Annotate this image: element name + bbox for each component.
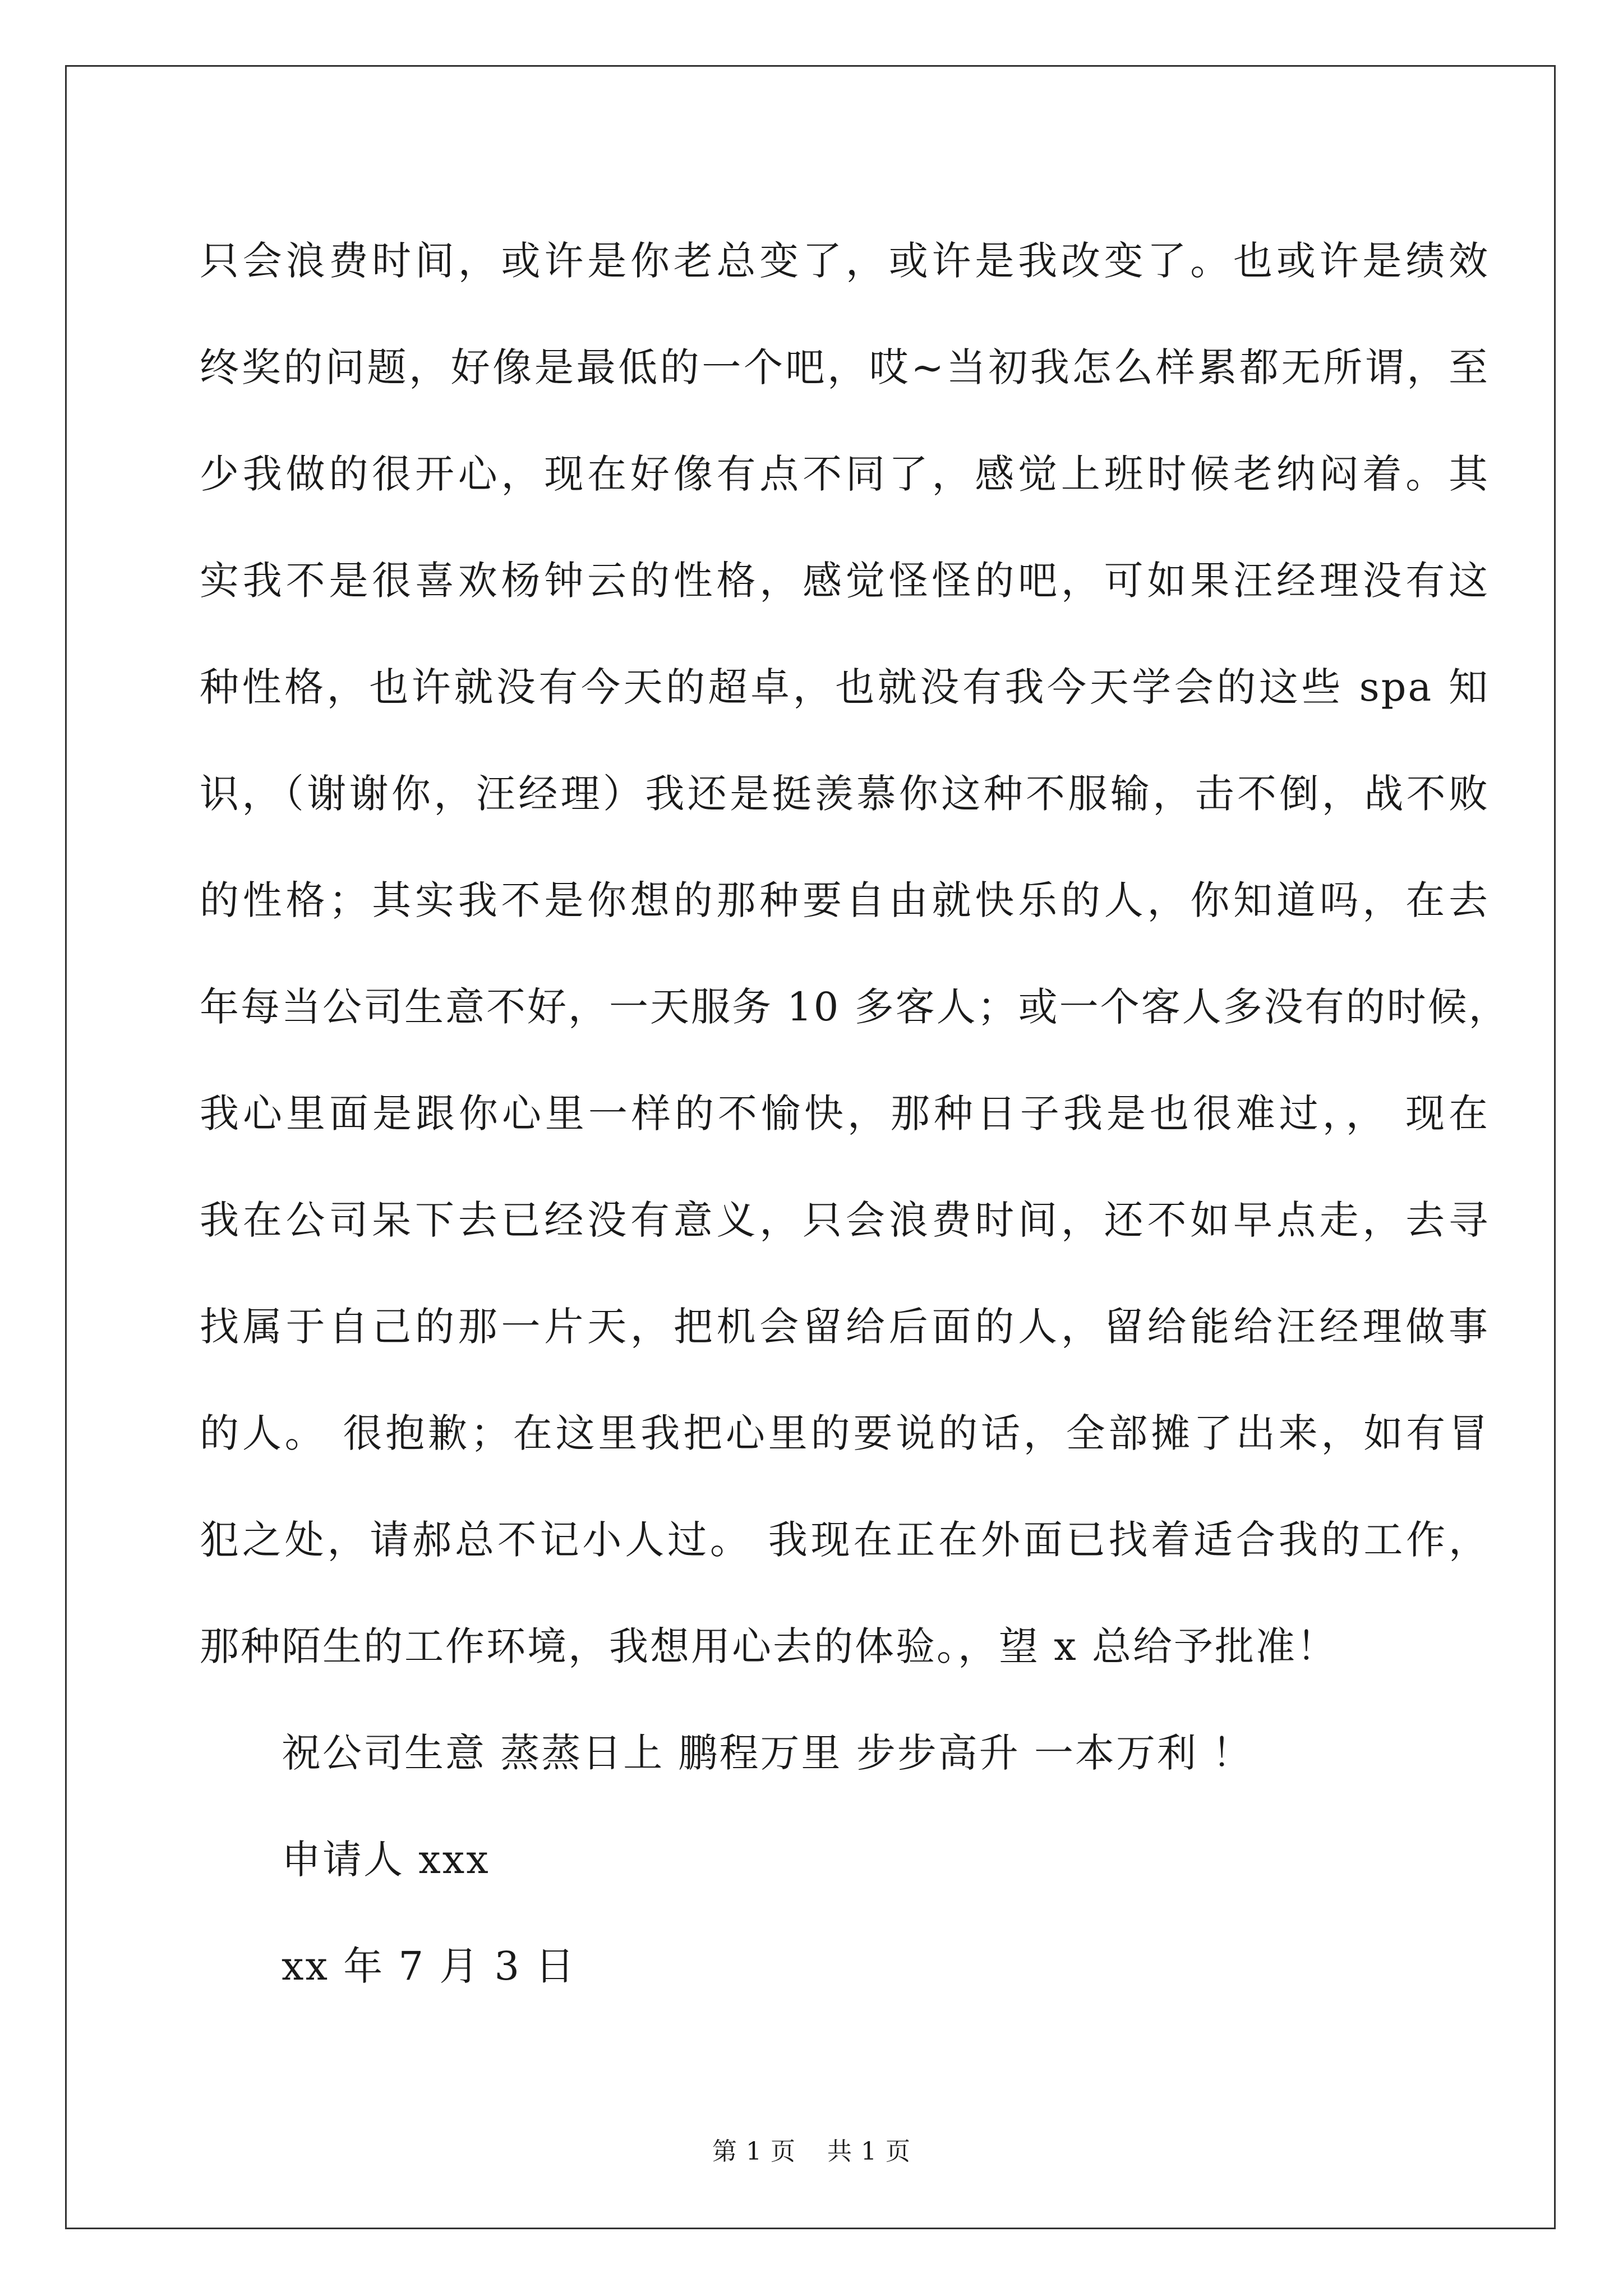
body-line: 少我做的很开心，现在好像有点不同了，感觉上班时候老纳闷着。其: [200, 451, 1490, 497]
letter-body: [200, 208, 1510, 2019]
letter-date: xx 年 7 月 3 日: [282, 1943, 577, 1989]
body-line: 终奖的问题，好像是最低的一个吧，哎~当初我怎么样累都无所谓，至: [200, 344, 1490, 390]
applicant-signature: 申请人 xxx: [282, 1837, 490, 1883]
body-line: 识，（谢谢你，汪经理）我还是挺羡慕你这种不服输，击不倒，战不败: [200, 771, 1490, 817]
body-line: 只会浪费时间，或许是你老总变了，或许是我改变了。也或许是绩效: [200, 238, 1490, 284]
page-number-total: 共 1 页: [827, 2137, 911, 2166]
body-line: 犯之处，请郝总不记小人过。 我现在正在外面已找着适合我的工作，: [200, 1517, 1490, 1563]
body-line: 我心里面是跟你心里一样的不愉快，那种日子我是也很难过，， 现在: [200, 1091, 1490, 1137]
body-line: 实我不是很喜欢杨钟云的性格，感觉怪怪的吧，可如果汪经理没有这: [200, 558, 1490, 604]
page-footer: [0, 2135, 1623, 2169]
body-line: 年每当公司生意不好，一天服务 10 多客人；或一个客人多没有的时候，: [200, 984, 1510, 1030]
page-number-current: 第 1 页: [712, 2137, 796, 2166]
body-line: 找属于自己的那一片天，把机会留给后面的人，留给能给汪经理做事: [200, 1304, 1490, 1350]
body-line-last: 那种陌生的工作环境，我想用心去的体验。，望 x 总给予批准！: [200, 1623, 1338, 1669]
closing-wishes: 祝公司生意 蒸蒸日上 鹏程万里 步步高升 一本万利 ！: [282, 1730, 1253, 1776]
body-line: 的性格；其实我不是你想的那种要自由就快乐的人，你知道吗，在去: [200, 877, 1490, 923]
body-line: 种性格，也许就没有今天的超卓，也就没有我今天学会的这些 spa 知: [200, 664, 1490, 710]
body-line: 的人。 很抱歉；在这里我把心里的要说的话，全部摊了出来，如有冒: [200, 1410, 1490, 1456]
body-line: 我在公司呆下去已经没有意义，只会浪费时间，还不如早点走，去寻: [200, 1197, 1490, 1243]
